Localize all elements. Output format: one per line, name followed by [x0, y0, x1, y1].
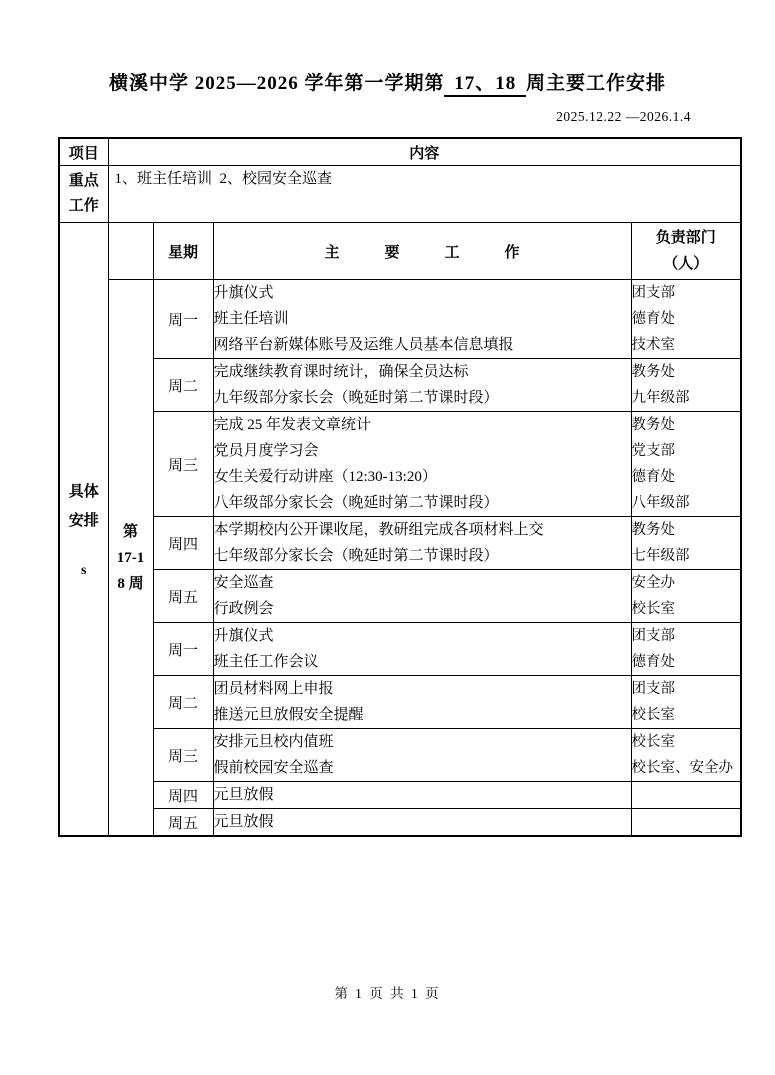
departments-cell: [631, 729, 741, 782]
task-line: 九年级部分家长会（晚延时第二节课时段）: [213, 390, 499, 406]
task-line: 元旦放假: [213, 787, 274, 803]
task-line: 七年级部分家长会（晚延时第二节课时段）: [213, 548, 499, 564]
detail-label-cell: [59, 223, 108, 837]
task-line: 团员材料网上申报: [213, 681, 334, 697]
task-line: 网络平台新媒体账号及运维人员基本信息填报: [213, 337, 514, 353]
department-line: 教务处: [631, 364, 675, 380]
weekday-cell: 周四: [153, 782, 213, 809]
tasks-cell: [213, 623, 631, 676]
date-range: 2025.12.22 —2026.1.4: [556, 109, 691, 124]
task-line: 班主任培训: [213, 311, 289, 327]
schedule-row: [59, 412, 741, 517]
project-header-cell: 项目: [59, 138, 108, 166]
department-line: 教务处: [631, 417, 675, 433]
department-header-cell: [631, 223, 741, 280]
week-label-line: 17-1: [116, 549, 145, 566]
title-suffix: 周主要工作安排: [526, 73, 667, 94]
schedule-row: [59, 570, 741, 623]
department-line: 德育处: [631, 654, 675, 670]
task-line: 假前校园安全巡查: [213, 760, 334, 776]
task-line: 行政例会: [213, 601, 274, 617]
detail-label-line: 安排: [68, 513, 99, 529]
task-line: 班主任工作会议: [213, 654, 319, 670]
tasks-cell: [213, 412, 631, 517]
table-header-row-1: [59, 138, 741, 166]
department-line: 校长室: [631, 707, 675, 723]
empty-header-cell: [108, 223, 153, 280]
task-line: 升旗仪式: [213, 628, 274, 644]
department-line: 校长室、安全办: [631, 760, 733, 776]
department-line: 德育处: [631, 469, 675, 485]
tasks-cell: [213, 359, 631, 412]
weekday-cell: 周一: [153, 280, 213, 359]
department-line: 校长室: [631, 601, 675, 617]
detail-label-line: 具体: [68, 484, 99, 500]
department-line: 党支部: [631, 443, 675, 459]
weekday-cell: 周四: [153, 517, 213, 570]
schedule-row: [59, 280, 741, 359]
department-line: 团支部: [631, 628, 675, 644]
key-work-content-cell: 1、班主任培训 2、校园安全巡查: [108, 166, 741, 223]
task-line: 升旗仪式: [213, 285, 274, 301]
task-line: 八年级部分家长会（晚延时第二节课时段）: [213, 495, 499, 511]
tasks-cell: [213, 729, 631, 782]
schedule-row: [59, 729, 741, 782]
weekday-cell: 周三: [153, 412, 213, 517]
departments-cell: [631, 676, 741, 729]
departments-cell: [631, 517, 741, 570]
departments-cell: [631, 570, 741, 623]
department-line: 团支部: [631, 681, 675, 697]
weekday-cell: 周二: [153, 676, 213, 729]
weekday-cell: 周五: [153, 809, 213, 837]
department-line: 八年级部: [631, 495, 690, 511]
weekday-cell: 周一: [153, 623, 213, 676]
task-line: 完成 25 年发表文章统计: [213, 417, 372, 433]
department-line: 德育处: [631, 311, 675, 327]
departments-cell: [631, 623, 741, 676]
key-work-label-line: 重点: [68, 173, 99, 189]
key-work-row: [59, 166, 741, 223]
department-header-line: （人）: [663, 256, 709, 272]
page-number: 第 1 页 共 1 页: [334, 986, 441, 1001]
schedule-row: [59, 782, 741, 809]
departments-cell: [631, 412, 741, 517]
departments-cell: [631, 280, 741, 359]
department-line: 教务处: [631, 522, 675, 538]
schedule-row: [59, 676, 741, 729]
department-line: 团支部: [631, 285, 675, 301]
tasks-cell: [213, 280, 631, 359]
task-line: 元旦放假: [213, 814, 274, 830]
department-header-line: 负责部门: [655, 230, 716, 246]
title-prefix: 横溪中学 2025—2026 学年第一学期第: [108, 73, 445, 94]
task-line: 完成继续教育课时统计，确保全员达标: [213, 364, 469, 380]
task-line: 安排元旦校内值班: [213, 734, 334, 750]
title-underlined-weeks: 17、18: [444, 73, 526, 97]
weekday-cell: 周三: [153, 729, 213, 782]
schedule-row: [59, 359, 741, 412]
tasks-cell: [213, 517, 631, 570]
tasks-cell: [213, 676, 631, 729]
key-work-label-cell: [59, 166, 108, 223]
department-line: 技术室: [631, 337, 675, 353]
task-line: 本学期校内公开课收尾，教研组完成各项材料上交: [213, 522, 544, 538]
detail-label-line: s: [81, 563, 87, 578]
work-schedule-table: [58, 137, 742, 837]
task-line: 安全巡查: [213, 575, 274, 591]
schedule-row: [59, 623, 741, 676]
week-label-line: 第: [122, 523, 138, 540]
department-line: 七年级部: [631, 548, 690, 564]
content-header-cell: 内容: [108, 138, 741, 166]
department-line: 九年级部: [631, 390, 690, 406]
departments-cell: [631, 782, 741, 809]
schedule-row: [59, 809, 741, 837]
department-line: 校长室: [631, 734, 675, 750]
weekday-cell: 周五: [153, 570, 213, 623]
schedule-row: [59, 517, 741, 570]
tasks-cell: [213, 570, 631, 623]
departments-cell: [631, 359, 741, 412]
weekday-cell: 周二: [153, 359, 213, 412]
schedule-header-row: [59, 223, 741, 280]
week-label-line: 8 周: [117, 575, 144, 592]
departments-cell: [631, 809, 741, 837]
weekday-header-cell: 星期: [153, 223, 213, 280]
document-title: [0, 0, 775, 95]
task-line: 推送元旦放假安全提醒: [213, 707, 364, 723]
key-work-label-line: 工作: [68, 198, 99, 214]
department-line: 安全办: [631, 575, 675, 591]
main-work-header-cell: 主 要 工 作: [213, 223, 631, 280]
task-line: 党员月度学习会: [213, 443, 319, 459]
tasks-cell: [213, 809, 631, 837]
tasks-cell: [213, 782, 631, 809]
week-label-cell: [108, 280, 153, 837]
task-line: 女生关爱行动讲座（12:30-13:20）: [213, 469, 437, 485]
